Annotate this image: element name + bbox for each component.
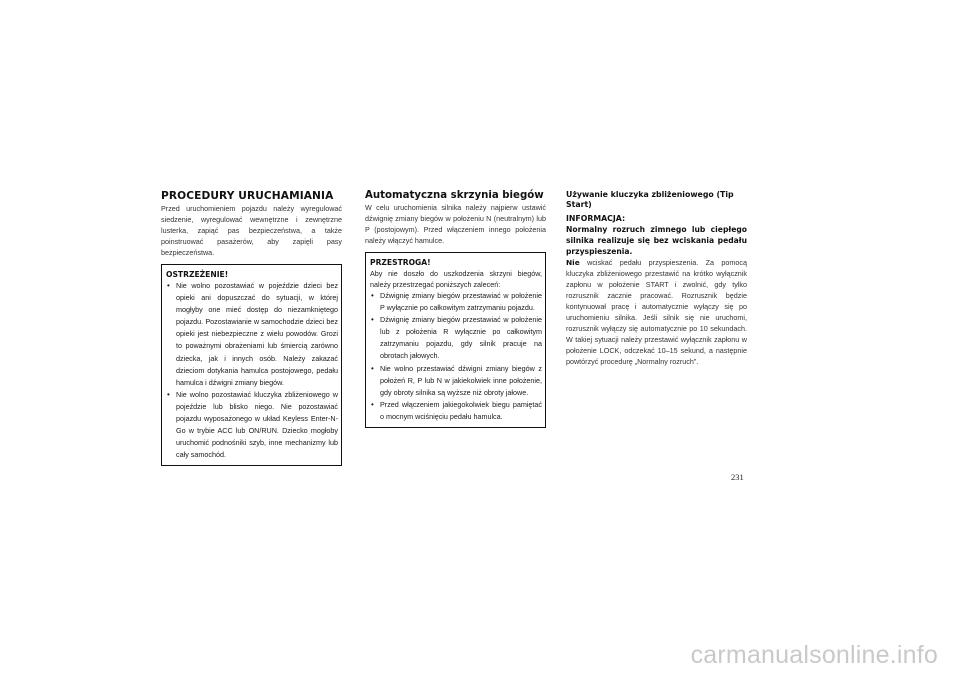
- info-bold-text: Normalny rozruch zimnego lub ciepłego silnika realizuje się bez wciskania pedału przyspieszenia.: [566, 225, 747, 256]
- tip-start-body-text: wciskać pedału przyspieszenia. Za pomocą kluczyka zbliżeniowego przestawić na krótko wyłącznik zapłonu w położenie START i zwolnić, gdy tylko rozrusznik zacznie pracować. Rozrusznik będzie kontynuował pracę i automatycznie wyłączy się po uruchomieniu silnika. Jeśli silnik się nie uruchomi, rozrusznik wyłączy się automatycznie po 10 sekundach. W takiej sytuacji należy przestawić wyłącznik zapłonu w położenie LOCK, odczekać 10–15 sekund, a następnie powtórzyć procedurę „Normalny rozruch”.: [566, 258, 747, 366]
- starting-procedures-intro: Przed uruchomieniem pojazdu należy wyregulować siedzenie, wyregulować wewnętrzne i zewnętrzne lusterka, zapiąć pas bezpieczeństwa, a także poinstruować pasażerów, aby zapięli pasy bezpieczeństwa.: [161, 204, 342, 257]
- watermark: carmanualsonline.info: [690, 641, 938, 669]
- column-starting-procedures: [161, 190, 342, 466]
- caution-item: • Przed włączeniem jakiegokolwiek biegu pamiętać o mocnym wciśnięciu pedału hamulca.: [370, 399, 542, 423]
- warning-title: OSTRZEŻENIE!: [166, 270, 229, 279]
- section-title-tip-start: Używanie kluczyka zbliżeniowego (Tip Start): [566, 190, 734, 209]
- page-number: 231: [731, 472, 744, 482]
- column-automatic-transmission: [365, 190, 546, 428]
- tip-start-body-lead: Nie: [566, 258, 580, 267]
- automatic-transmission-intro: W celu uruchomienia silnika należy najpierw ustawić dźwignię zmiany biegów w położeniu N (neutralnym) lub P (postojowym). Przed włączeniem innego położenia należy włączyć hamulce.: [365, 203, 546, 245]
- caution-intro: Aby nie doszło do uszkodzenia skrzyni biegów, należy przestrzegać poniższych zaleceń:: [370, 269, 542, 289]
- section-title-automatic-transmission: Automatyczna skrzynia biegów: [365, 190, 544, 201]
- section-title-starting-procedures: PROCEDURY URUCHAMIANIA: [161, 190, 334, 202]
- caution-list: [370, 290, 542, 423]
- caution-title: PRZESTROGA!: [370, 258, 431, 267]
- caution-item: • Dźwignię zmiany biegów przestawiać w położenie P wyłącznie po całkowitym zatrzymaniu pojazdu.: [370, 290, 542, 314]
- warning-item: • Nie wolno pozostawiać w pojeździe dzieci bez opieki ani dopuszczać do sytuacji, w której mogłyby one mieć dostęp do niezamkniętego pojazdu. Pozostawianie w samochodzie dzieci bez opieki jest niebezpieczne z wielu powodów. Grozi to poważnymi obrażeniami lub śmiercią zarówno dziecka, jak i innych osób. Należy zakazać dzieciom dotykania hamulca postojowego, pedału hamulca i dźwigni zmiany biegów.: [166, 280, 338, 389]
- caution-item: • Dźwignię zmiany biegów przestawiać w położenie lub z położenia R wyłącznie po całkowitym zatrzymaniu pojazdu, gdy silnik pracuje na obrotach jałowych.: [370, 314, 542, 362]
- info-label: INFORMACJA:: [566, 214, 626, 223]
- caution-box: [365, 252, 546, 428]
- column-tip-start: [566, 190, 747, 367]
- caution-item: • Nie wolno przestawiać dźwigni zmiany biegów z położeń R, P lub N w jakiekolwiek inne położenie, gdy obroty silnika są wyższe niż obroty jałowe.: [370, 363, 542, 399]
- warning-list: [166, 280, 338, 461]
- tip-start-body: [566, 257, 747, 367]
- warning-item: • Nie wolno pozostawiać kluczyka zbliżeniowego w pojeździe lub blisko niego. Nie pozostawiać pojazdu wyposażonego w układ Keyless Enter-N-Go w trybie ACC lub ON/RUN. Dziecko mogłoby uruchomić podnośniki szyb, inne mechanizmy lub cały samochód.: [166, 389, 338, 462]
- warning-box: [161, 264, 342, 466]
